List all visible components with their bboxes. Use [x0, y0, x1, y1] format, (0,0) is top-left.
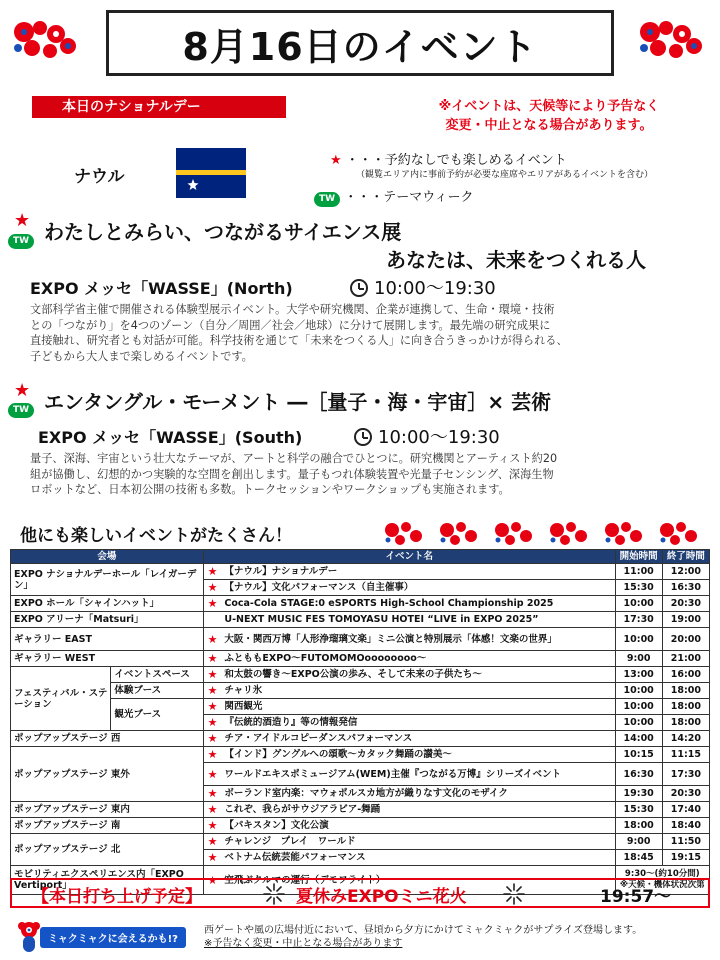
venue-cell: ポップアップステージ 北: [11, 834, 204, 866]
event-cell: 【パキスタン】文化公演: [221, 818, 615, 834]
desc-line: との「つながり」を4つのゾーン（自分／周囲／社会／地球）に分けて展開します。最先端の研究成果に: [30, 318, 551, 332]
end-cell: 19:15: [662, 850, 709, 866]
table-row: [11, 834, 710, 850]
event-2-venue: EXPO メッセ「WASSE」(South): [38, 428, 303, 447]
end-cell: 18:00: [662, 715, 709, 731]
event-cell: Coca-Cola STAGE:0 eSPORTS High-School Championship 2025: [221, 596, 615, 612]
event-cell: チャリ氷: [221, 683, 615, 699]
end-cell: 20:30: [662, 596, 709, 612]
event-1-title: わたしとみらい、つながるサイエンス展: [44, 220, 402, 244]
firework-icon: [262, 882, 286, 906]
clock-icon: [350, 279, 368, 297]
star-icon: ★: [203, 667, 221, 683]
legend-star-note: （観覧エリア内に事前予約が必要な座席やエリアがあるイベントを含む）: [356, 170, 654, 180]
star-icon: ★: [203, 747, 221, 763]
event-cell: U-NEXT MUSIC FES TOMOYASU HOTEI “LIVE in EXPO 2025”: [221, 612, 615, 628]
start-cell: 10:00: [615, 683, 662, 699]
tw-badge: TW: [8, 403, 34, 418]
legend-star: [330, 149, 567, 168]
header-end: 終了時間: [662, 550, 709, 564]
table-row: [11, 651, 710, 667]
page-title-box: [106, 10, 614, 76]
event-cell: 関西観光: [221, 699, 615, 715]
myakumyaku-line-2: ※予告なく変更・中止となる場合があります: [204, 938, 403, 949]
fireworks-label: 【本日打ち上げ予定】: [32, 887, 202, 907]
start-cell: 10:00: [615, 699, 662, 715]
star-icon: ★: [203, 564, 221, 580]
clock-icon: [354, 428, 372, 446]
country-name: ナウル: [74, 167, 125, 187]
time-main: 9:30～(約10分間): [624, 869, 700, 879]
start-cell: 10:00: [615, 628, 662, 651]
star-icon: ★: [203, 628, 221, 651]
venue-cell: ポップアップステージ 西: [11, 731, 204, 747]
sub-venue-cell: イベントスペース: [111, 667, 203, 683]
venue-cell: ギャラリー WEST: [11, 651, 204, 667]
page-title: 8月16日のイベント: [182, 24, 538, 69]
event-1-subtitle: あなたは、未来をつくれる人: [386, 248, 646, 272]
star-icon: ★: [203, 699, 221, 715]
header-venue: 会場: [11, 550, 204, 564]
table-row: [11, 596, 710, 612]
venue-cell: EXPO ナショナルデーホール「レイガーデン」: [11, 564, 204, 596]
venue-cell: EXPO アリーナ「Matsuri」: [11, 612, 204, 628]
event-cell: ベトナム伝統芸能パフォーマンス: [221, 850, 615, 866]
event-cell: 和太鼓の響き～EXPO公演の歩み、そして未来の子供たち～: [221, 667, 615, 683]
schedule-heading: 他にも楽しいイベントがたくさん！: [20, 526, 292, 546]
sub-venue-cell: 体験ブース: [111, 683, 203, 699]
myakumyaku-badge: ミャクミャクに会えるかも!?: [40, 927, 186, 948]
end-cell: 18:00: [662, 683, 709, 699]
table-row: [11, 699, 710, 715]
event-cell: 大阪・関西万博「人形浄瑠璃文楽」ミニ公演と特別展示「体感！文楽の世界」: [221, 628, 615, 651]
start-cell: 17:30: [615, 612, 662, 628]
start-cell: 18:45: [615, 850, 662, 866]
table-row: [11, 818, 710, 834]
event-schedule-table: [10, 549, 710, 895]
event-cell: チャレンジ プレイ ワールド: [221, 834, 615, 850]
event-cell: 【ナウル】文化パフォーマンス（自主催事）: [221, 580, 615, 596]
expo-logo-strip: [380, 518, 712, 548]
event-2-time-row: [354, 423, 500, 449]
star-icon: ★: [203, 850, 221, 866]
event-cell: 『伝統的酒造り』等の情報発信: [221, 715, 615, 731]
table-row: [11, 747, 710, 763]
event-cell: ワールドエキスポミュージアム(WEM)主催『つながる万博』シリーズイベント: [221, 763, 615, 786]
venue-cell: EXPO ホール「シャインハット」: [11, 596, 204, 612]
tw-badge: TW: [314, 192, 340, 207]
event-cell: ふとももEXPO～FUTOMOMOoooooooo～: [221, 651, 615, 667]
firework-icon: [502, 882, 526, 906]
start-cell: 10:00: [615, 596, 662, 612]
legend-star-text: ・・・予約なしでも楽しめるイベント: [345, 153, 567, 168]
event-cell: チア・アイドルコピーダンスパフォーマンス: [221, 731, 615, 747]
table-row: [11, 683, 710, 699]
tw-badge: TW: [8, 234, 34, 249]
star-icon: ★: [203, 866, 221, 895]
end-cell: 19:00: [662, 612, 709, 628]
fireworks-name: 夏休みEXPOミニ花火: [296, 887, 467, 907]
start-cell: 13:00: [615, 667, 662, 683]
nauru-flag-icon: [176, 148, 246, 198]
event-1-venue: EXPO メッセ「WASSE」(North): [30, 279, 293, 298]
header-start: 開始時間: [615, 550, 662, 564]
end-cell: 18:40: [662, 818, 709, 834]
table-row: [11, 731, 710, 747]
star-icon: ★: [330, 153, 342, 168]
event-cell: 【インド】グングルへの頌歌～カタック舞踊の讃美～: [221, 747, 615, 763]
star-icon: ★: [203, 818, 221, 834]
notice-line-2: 変更・中止となる場合があります。: [445, 118, 653, 133]
star-icon: ★: [203, 580, 221, 596]
fireworks-time: 19:57～: [600, 887, 672, 907]
star-icon: ★: [203, 731, 221, 747]
desc-line: ロボットなど、日本初公開の技術も多数。トークセッションやワークショップも実施されます。: [30, 483, 510, 497]
desc-line: 子どもから大人まで楽しめるイベントです。: [30, 349, 253, 363]
weather-notice: [404, 97, 694, 135]
desc-line: 組が協働し、幻想的かつ実験的な空間を創出します。量子もつれ体験装置や光量子センシング、深海生物: [30, 467, 554, 481]
star-icon: ★: [14, 210, 31, 231]
table-row: [11, 564, 710, 580]
star-icon: ★: [203, 651, 221, 667]
end-cell: 21:00: [662, 651, 709, 667]
header-event: イベント名: [203, 550, 615, 564]
end-cell: 20:30: [662, 786, 709, 802]
national-day-label: 本日のナショナルデー: [32, 96, 286, 118]
star-icon: ★: [203, 802, 221, 818]
event-2-time: 10:00～19:30: [378, 427, 500, 448]
start-cell: 15:30: [615, 802, 662, 818]
notice-line-1: ※イベントは、天候等により予告なく: [438, 99, 660, 114]
event-cell: 【ナウル】ナショナルデー: [221, 564, 615, 580]
expo-logo-left: [10, 18, 82, 62]
table-row: [11, 667, 710, 683]
star-icon: ★: [203, 715, 221, 731]
start-cell: 10:00: [615, 715, 662, 731]
event-cell: ボーランド室内楽：マウォポルスカ地方が織りなす文化のモザイク: [221, 786, 615, 802]
star-icon: ★: [203, 834, 221, 850]
start-cell: 18:00: [615, 818, 662, 834]
start-cell: 15:30: [615, 580, 662, 596]
sub-venue-cell: 観光ブース: [111, 699, 203, 731]
end-cell: 20:00: [662, 628, 709, 651]
expo-logo-right: [636, 18, 708, 62]
end-cell: 11:15: [662, 747, 709, 763]
event-cell: 空飛ぶクルマの運行（デモフライト）: [221, 866, 615, 895]
table-row: [11, 802, 710, 818]
table-row: [11, 612, 710, 628]
desc-line: 文部科学省主催で開催される体験型展示イベント。大学や研究機関、企業が連携して、生命・環境・技術: [30, 303, 555, 316]
time-note: ※天候・機体状況次第: [619, 880, 705, 890]
end-cell: 12:00: [662, 564, 709, 580]
start-cell: 10:15: [615, 747, 662, 763]
legend-tw-text: ・・・テーマウィーク: [344, 190, 474, 205]
end-cell: 16:30: [662, 580, 709, 596]
event-1-time: 10:00～19:30: [374, 278, 496, 299]
table-header-row: [11, 550, 710, 564]
venue-cell: ポップアップステージ 東外: [11, 747, 204, 802]
end-cell: 16:00: [662, 667, 709, 683]
venue-cell: ポップアップステージ 南: [11, 818, 204, 834]
desc-line: 量子、深海、宇宙という壮大なテーマが、アートと科学の融合でひとつに。研究機関とアーティスト約20: [30, 452, 558, 465]
star-icon: ★: [14, 380, 31, 401]
venue-cell: ポップアップステージ 東内: [11, 802, 204, 818]
legend-tw: [314, 186, 473, 207]
star-icon: ★: [203, 596, 221, 612]
star-icon: ★: [203, 683, 221, 699]
star-icon: ★: [203, 763, 221, 786]
myakumyaku-line-1: 西ゲートや風の広場付近において、昼頃から夕方にかけてミャクミャクがサプライズ登場します。: [204, 925, 643, 936]
end-cell: 14:20: [662, 731, 709, 747]
event-cell: これぞ、我らがサウジアラビア-舞踊: [221, 802, 615, 818]
end-cell: 17:30: [662, 763, 709, 786]
venue-cell: ギャラリー EAST: [11, 628, 204, 651]
star-icon: [203, 612, 221, 628]
event-2-description: [30, 451, 557, 498]
venue-cell: フェスティバル・ステーション: [11, 667, 111, 731]
start-cell: 11:00: [615, 564, 662, 580]
event-1-time-row: [350, 274, 496, 300]
start-cell: 16:30: [615, 763, 662, 786]
event-1-description: [30, 302, 568, 364]
end-cell: 11:50: [662, 834, 709, 850]
table-row: [11, 628, 710, 651]
venue-cell: モビリティエクスペリエンス内「EXPO Vertiport」: [11, 866, 204, 895]
start-cell: 9:00: [615, 651, 662, 667]
event-2-title: エンタングル・モーメント ―［量子・海・宇宙］× 芸術: [44, 390, 552, 414]
start-cell: 19:30: [615, 786, 662, 802]
end-cell: 18:00: [662, 699, 709, 715]
end-cell: 17:40: [662, 802, 709, 818]
start-cell: 9:00: [615, 834, 662, 850]
star-icon: ★: [203, 786, 221, 802]
desc-line: 直接触れ、研究者とも対話が可能。科学技術を通じて「未来をつくる人」に向き合うきっかけが得られる、: [30, 334, 568, 348]
start-cell: 14:00: [615, 731, 662, 747]
myakumyaku-info: [204, 924, 642, 950]
